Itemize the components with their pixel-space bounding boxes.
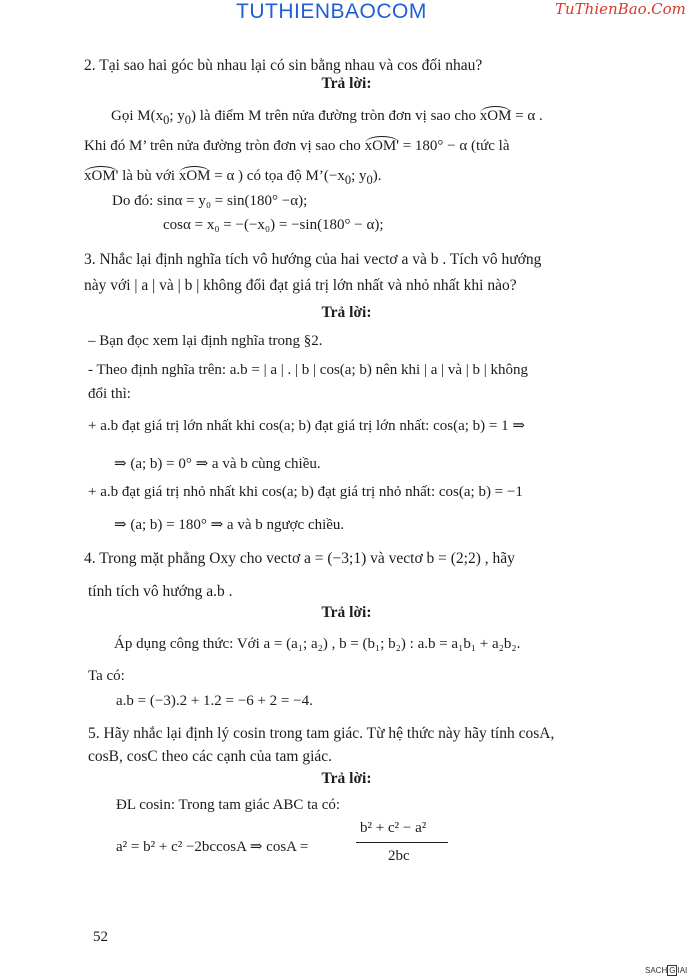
answer-heading-4: Trả lời:	[321, 604, 372, 621]
q4-line-2: Ta có:	[88, 668, 125, 684]
question-5-line-1: 5. Hãy nhắc lại định lý cosin trong tam giác. Từ hệ thức này hãy tính cosA,	[88, 725, 555, 742]
question-3-line-1: 3. Nhắc lại định nghĩa tích vô hướng của hai vectơ a và b . Tích vô hướng	[84, 251, 542, 268]
watermark-right: TuThienBao.Com	[555, 0, 686, 18]
q3-line-6: + a.b đạt giá trị nhỏ nhất khi cos(a; b) đạt giá trị nhỏ nhất: cos(a; b) = −1	[88, 484, 523, 500]
q2-line-2: Khi đó M’ trên nửa đường tròn đơn vị sao cho xOM' = 180° − α (tức là	[84, 138, 510, 154]
question-4-line-2: tính tích vô hướng a.b .	[88, 583, 233, 600]
answer-heading-2: Trả lời:	[321, 75, 372, 92]
question-2: 2. Tại sao hai góc bù nhau lại có sin bằng nhau và cos đối nhau?	[84, 57, 483, 74]
q5-line-1: ĐL cosin: Trong tam giác ABC ta có:	[116, 797, 341, 813]
q3-line-3: đổi thì:	[88, 386, 131, 402]
question-3-line-2: này với | a | và | b | không đổi đạt giá trị lớn nhất và nhỏ nhất khi nào?	[84, 277, 517, 294]
q5-formula-left: a² = b² + c² −2bccosA ⇒ cosA =	[116, 839, 309, 855]
q3-line-7: ⇒ (a; b) = 180° ⇒ a và b ngược chiều.	[114, 517, 345, 533]
question-5-line-2: cosB, cosC theo các cạnh của tam giác.	[88, 748, 333, 765]
q2-line-4: Do đó: sinα = y₀ = sin(180° −α);	[112, 193, 308, 209]
q2-line-5: cosα = x₀ = −(−x₀) = −sin(180° − α);	[163, 217, 384, 233]
angle-xom: xOM	[479, 108, 512, 124]
watermark-left: TUTHIENBAOCOM	[236, 0, 427, 23]
question-4-line-1: 4. Trong mặt phẳng Oxy cho vectơ a = (−3;1) và vectơ b = (2;2) , hãy	[84, 550, 515, 567]
q4-line-1: Áp dụng công thức: Với a = (a₁; a₂) , b = (b₁; b₂) : a.b = a₁b₁ + a₂b₂.	[114, 636, 521, 652]
answer-heading-5: Trả lời:	[321, 770, 372, 787]
q2-line-1: Gọi $M(x_0$; $y_0$) là điểm M trên nửa đường tròn đơn vị sao cho xOM = α .	[111, 108, 543, 127]
q5-formula-denominator: 2bc	[388, 848, 410, 864]
q3-line-4: + a.b đạt giá trị lớn nhất khi cos(a; b) đạt giá trị lớn nhất: cos(a; b) = 1 ⇒	[88, 418, 525, 434]
sachgiai-logo: SACH G IAI	[645, 966, 688, 975]
angle-xom-prime: xOM'	[364, 138, 399, 154]
q5-formula-numerator: b² + c² − a²	[360, 820, 427, 836]
q3-line-2: - Theo định nghĩa trên: a.b = | a | . | b | cos(a; b) nên khi | a | và | b | không	[88, 362, 529, 378]
angle-xom-2: xOM	[178, 168, 211, 184]
q2-line-3: xOM' là bù với xOM = α ) có tọa độ $M’(-x_0$; $y_0$).	[84, 168, 382, 187]
q3-line-1: – Bạn đọc xem lại định nghĩa trong §2.	[88, 333, 323, 349]
q4-line-3: a.b = (−3).2 + 1.2 = −6 + 2 = −4.	[116, 693, 313, 709]
answer-heading-3: Trả lời:	[321, 304, 372, 321]
q3-line-5: ⇒ (a; b) = 0° ⇒ a và b cùng chiều.	[114, 456, 321, 472]
angle-xom-prime-2: xOM'	[84, 168, 119, 184]
page-number: 52	[93, 929, 108, 945]
fraction-bar	[356, 842, 448, 843]
